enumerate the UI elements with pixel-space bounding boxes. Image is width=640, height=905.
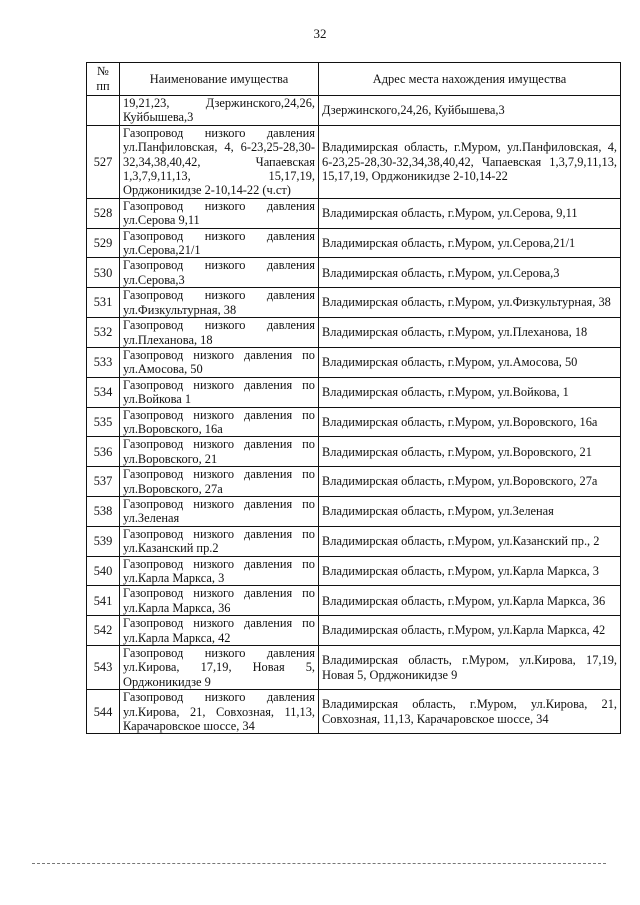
property-name: Газопровод низкого давления ул.Серова,3	[120, 258, 319, 288]
row-number: 527	[87, 125, 120, 198]
row-number: 529	[87, 228, 120, 258]
property-address: Владимирская область, г.Муром, ул.Плеханова, 18	[319, 318, 621, 348]
table-row	[87, 407, 621, 437]
property-address: Владимирская область, г.Муром, ул.Зеленая	[319, 496, 621, 526]
table-row	[87, 616, 621, 646]
property-name: Газопровод низкого давления по ул.Войкова 1	[120, 377, 319, 407]
property-name: Газопровод низкого давления ул.Серова 9,11	[120, 198, 319, 228]
property-address: Владимирская область, г.Муром, ул.Карла Маркса, 36	[319, 586, 621, 616]
property-address: Владимирская область, г.Муром, ул.Серова,3	[319, 258, 621, 288]
property-name: Газопровод низкого давления ул.Серова,21/1	[120, 228, 319, 258]
table-row	[87, 125, 621, 198]
table-row	[87, 437, 621, 467]
row-number: 543	[87, 646, 120, 690]
property-address: Владимирская область, г.Муром, ул.Казанский пр., 2	[319, 526, 621, 556]
property-name: Газопровод низкого давления по ул.Воровского, 16а	[120, 407, 319, 437]
property-address: Владимирская область, г.Муром, ул.Кирова, 17,19, Новая 5, Орджоникидзе 9	[319, 646, 621, 690]
row-number: 544	[87, 690, 120, 734]
page-number: 32	[313, 26, 327, 41]
property-address: Владимирская область, г.Муром, ул.Физкультурная, 38	[319, 288, 621, 318]
table-row	[87, 646, 621, 690]
property-name: Газопровод низкого давления ул.Кирова, 17,19, Новая 5, Орджоникидзе 9	[120, 646, 319, 690]
property-name: Газопровод низкого давления ул.Кирова, 21, Совхозная, 11,13, Карачаровское шоссе, 34	[120, 690, 319, 734]
row-number: 530	[87, 258, 120, 288]
table-row	[87, 318, 621, 348]
property-name: 19,21,23, Дзержинского,24,26, Куйбышева,3	[120, 96, 319, 126]
column-header-number-line1: №	[97, 64, 109, 78]
property-address: Владимирская область, г.Муром, ул.Воровского, 21	[319, 437, 621, 467]
property-name: Газопровод низкого давления по ул.Воровского, 27а	[120, 467, 319, 497]
table-body	[87, 96, 621, 734]
table-row	[87, 347, 621, 377]
table-row	[87, 556, 621, 586]
table-row	[87, 690, 621, 734]
row-number: 531	[87, 288, 120, 318]
property-address: Владимирская область, г.Муром, ул.Кирова, 21, Совхозная, 11,13, Карачаровское шоссе, 34	[319, 690, 621, 734]
column-header-name: Наименование имущества	[120, 63, 319, 96]
row-number: 542	[87, 616, 120, 646]
property-name: Газопровод низкого давления по ул.Воровского, 21	[120, 437, 319, 467]
row-number: 528	[87, 198, 120, 228]
footer-divider	[32, 863, 606, 864]
property-name: Газопровод низкого давления по ул.Карла Маркса, 3	[120, 556, 319, 586]
property-name: Газопровод низкого давления ул.Панфиловская, 4, 6-23,25-28,30-32,34,38,40,42, Чапаевская 1,3,7,9,11,13, 15,17,19, Орджоникидзе 2-10,14-22 (ч.ст)	[120, 125, 319, 198]
property-address: Владимирская область, г.Муром, ул.Воровского, 16а	[319, 407, 621, 437]
row-number: 537	[87, 467, 120, 497]
property-name: Газопровод низкого давления по ул.Казанский пр.2	[120, 526, 319, 556]
property-address: Владимирская область, г.Муром, ул.Войкова, 1	[319, 377, 621, 407]
row-number	[87, 96, 120, 126]
property-address: Владимирская область, г.Муром, ул.Карла Маркса, 3	[319, 556, 621, 586]
property-name: Газопровод низкого давления по ул.Карла Маркса, 36	[120, 586, 319, 616]
row-number: 540	[87, 556, 120, 586]
table-row	[87, 526, 621, 556]
column-header-number	[87, 63, 120, 96]
property-address: Владимирская область, г.Муром, ул.Амосова, 50	[319, 347, 621, 377]
property-name: Газопровод низкого давления ул.Плеханова, 18	[120, 318, 319, 348]
column-header-address: Адрес места нахождения имущества	[319, 63, 621, 96]
row-number: 532	[87, 318, 120, 348]
table-row	[87, 258, 621, 288]
table-row	[87, 288, 621, 318]
row-number: 535	[87, 407, 120, 437]
table-row	[87, 228, 621, 258]
column-header-number-line2: пп	[96, 79, 110, 93]
property-address: Владимирская область, г.Муром, ул.Воровского, 27а	[319, 467, 621, 497]
property-name: Газопровод низкого давления по ул.Амосова, 50	[120, 347, 319, 377]
property-address: Владимирская область, г.Муром, ул.Серова,21/1	[319, 228, 621, 258]
row-number: 533	[87, 347, 120, 377]
table-row	[87, 467, 621, 497]
property-name: Газопровод низкого давления по ул.Карла Маркса, 42	[120, 616, 319, 646]
table-row	[87, 198, 621, 228]
row-number: 534	[87, 377, 120, 407]
table-row	[87, 586, 621, 616]
table-row	[87, 96, 621, 126]
row-number: 541	[87, 586, 120, 616]
property-name: Газопровод низкого давления по ул.Зеленая	[120, 496, 319, 526]
property-address: Дзержинского,24,26, Куйбышева,3	[319, 96, 621, 126]
table-row	[87, 377, 621, 407]
property-address: Владимирская область, г.Муром, ул.Карла Маркса, 42	[319, 616, 621, 646]
table-header-row	[87, 63, 621, 96]
property-address: Владимирская область, г.Муром, ул.Серова, 9,11	[319, 198, 621, 228]
row-number: 538	[87, 496, 120, 526]
row-number: 539	[87, 526, 120, 556]
property-name: Газопровод низкого давления ул.Физкультурная, 38	[120, 288, 319, 318]
property-table	[86, 62, 621, 734]
row-number: 536	[87, 437, 120, 467]
property-address: Владимирская область, г.Муром, ул.Панфиловская, 4, 6-23,25-28,30-32,34,38,40,42, Чапаевская 1,3,7,9,11,13, 15,17,19, Орджоникидзе 2-10,14-22	[319, 125, 621, 198]
table-row	[87, 496, 621, 526]
